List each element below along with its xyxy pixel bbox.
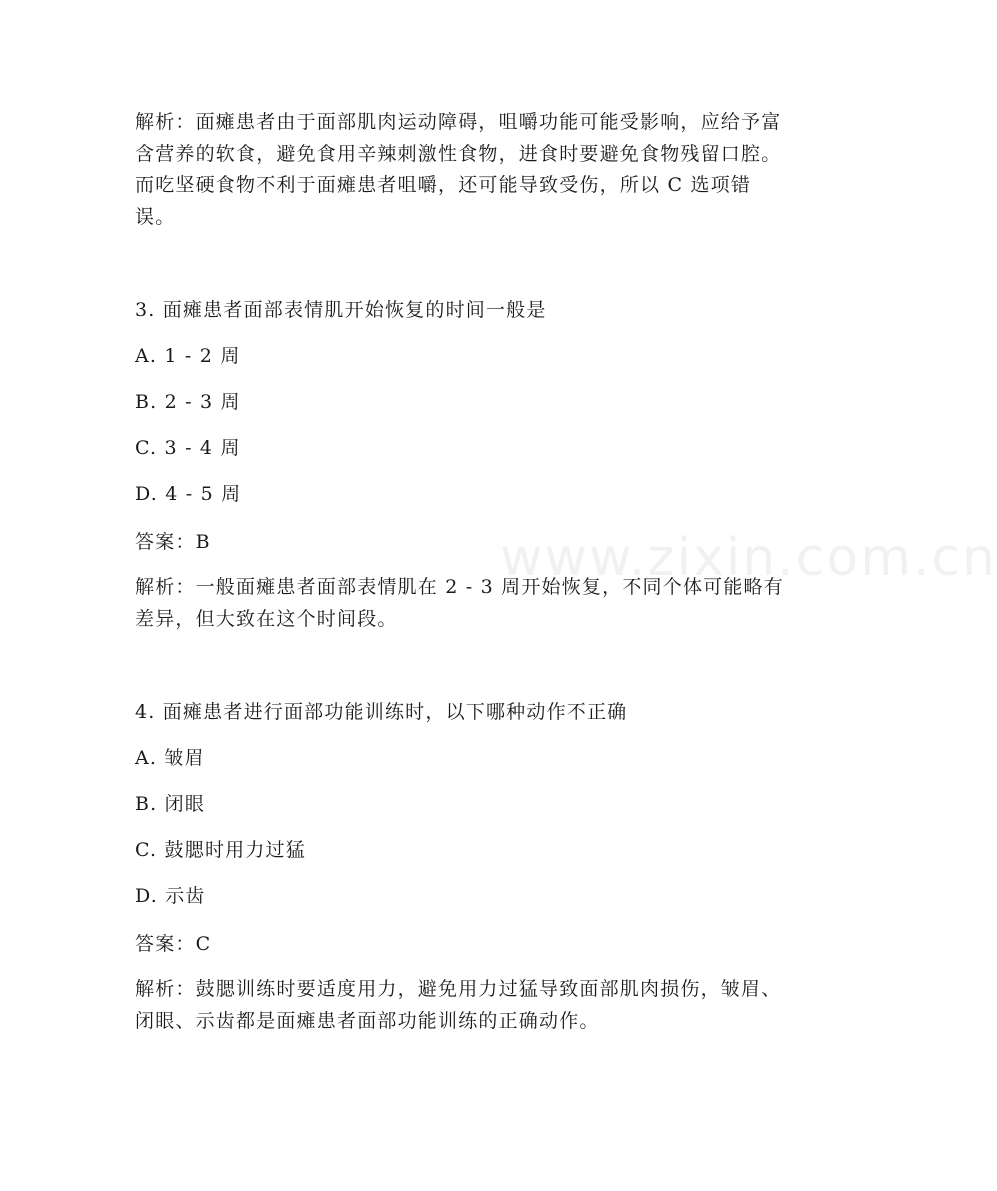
q3-option-a: A. 1 - 2 周 — [135, 345, 241, 367]
q4-question: 4. 面瘫患者进行面部功能训练时，以下哪种动作不正确 — [135, 701, 628, 723]
q4-option-b: B. 闭眼 — [135, 793, 206, 815]
q3-question: 3. 面瘫患者面部表情肌开始恢复的时间一般是 — [135, 299, 547, 321]
q3-option-b: B. 2 - 3 周 — [135, 391, 241, 413]
q4-option-d: D. 示齿 — [135, 885, 206, 907]
q4-option-c: C. 鼓腮时用力过猛 — [135, 839, 306, 861]
q2-analysis: 解析：面瘫患者由于面部肌肉运动障碍，咀嚼功能可能受影响，应给予富含营养的软食，避免食用辛辣刺激性食物，进食时要避免食物残留口腔。而吃坚硬食物不利于面瘫患者咀嚼，还可能导致受伤，所以 C 选项错误。 — [135, 111, 782, 228]
q3-option-d: D. 4 - 5 周 — [135, 483, 242, 505]
q4-analysis: 解析：鼓腮训练时要适度用力，避免用力过猛导致面部肌肉损伤，皱眉、闭眼、示齿都是面瘫患者面部功能训练的正确动作。 — [135, 978, 782, 1032]
q3-analysis: 解析：一般面瘫患者面部表情肌在 2 - 3 周开始恢复，不同个体可能略有差异，但大致在这个时间段。 — [135, 576, 784, 630]
q4-option-a: A. 皱眉 — [135, 747, 205, 769]
watermark: www.zixin.com.cn — [500, 528, 997, 588]
q3-answer: 答案：B — [135, 531, 211, 553]
q3-option-c: C. 3 - 4 周 — [135, 437, 241, 459]
q4-answer: 答案：C — [135, 933, 212, 955]
